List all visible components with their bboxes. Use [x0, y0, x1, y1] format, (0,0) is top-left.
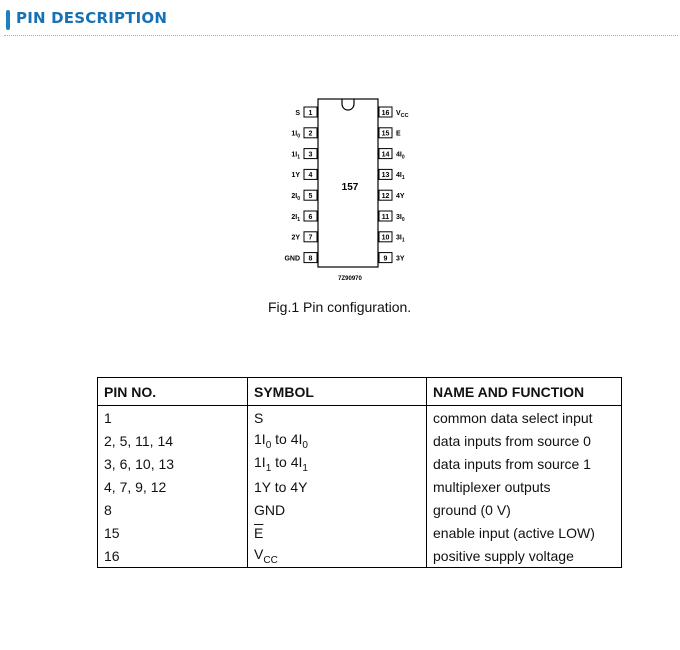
pin-7	[291, 232, 318, 242]
symbol-cell: $V_{CC}$	[248, 544, 427, 568]
pin-13	[379, 169, 405, 181]
pin-label: $3I_0$	[396, 213, 405, 223]
table-row	[98, 429, 622, 452]
pin-label: $4I_0$	[396, 151, 405, 161]
pin-label: 1Y	[291, 172, 300, 180]
table-row	[98, 544, 622, 568]
function-cell: data inputs from source 1	[427, 452, 622, 475]
section-header	[0, 0, 680, 38]
pin-number: 2	[308, 130, 313, 138]
chip-label: 157	[341, 182, 359, 193]
pin-14	[379, 149, 405, 161]
pin-cell: 16	[98, 544, 248, 568]
symbol-cell: S	[248, 406, 427, 430]
function-cell: data inputs from source 0	[427, 429, 622, 452]
pin-label: $1I_0$	[291, 130, 300, 140]
pin-label: E	[396, 130, 401, 138]
right-pins	[379, 107, 409, 263]
diagram-code: 7Z90970	[338, 276, 362, 282]
pin-cell: 4, 7, 9, 12	[98, 475, 248, 498]
header-accent-bar	[6, 10, 10, 30]
pin-number: 14	[381, 151, 390, 159]
symbol-cell: $\overline{E}$	[248, 521, 427, 544]
pin-cell: 8	[98, 498, 248, 521]
pin-number: 9	[383, 255, 388, 263]
pin-number: 6	[308, 213, 313, 221]
header-divider	[4, 35, 678, 36]
pin-15	[379, 128, 401, 138]
pin-8	[284, 253, 318, 263]
table-row	[98, 498, 622, 521]
pin-number: 4	[308, 172, 313, 180]
pin-5	[291, 190, 318, 202]
pin-12	[379, 190, 405, 200]
pin-1	[295, 107, 318, 117]
pin-label: 4Y	[396, 193, 405, 200]
pin-4	[291, 169, 318, 179]
pin-number: 8	[308, 255, 313, 263]
pin-label: $V_{CC}$	[396, 109, 409, 119]
pin-6	[291, 211, 318, 223]
pin-label: $3I_1$	[396, 234, 405, 244]
pin-number: 13	[381, 172, 390, 180]
pin-16	[379, 107, 409, 119]
figure-caption: Fig.1 Pin configuration.	[268, 299, 412, 315]
symbol-cell: 1Y to 4Y	[248, 475, 427, 498]
table-header-row	[98, 378, 622, 406]
function-cell: positive supply voltage	[427, 544, 622, 568]
symbol-cell: $1I_1$ to $4I_1$	[248, 452, 427, 475]
table-row	[98, 475, 622, 498]
symbol-cell: $1I_0$ to $4I_0$	[248, 429, 427, 452]
pin-9	[379, 253, 405, 263]
col-symbol: SYMBOL	[248, 378, 427, 406]
pin-description-table	[97, 377, 622, 568]
pin-label: $1I_1$	[291, 151, 300, 161]
col-name-function: NAME AND FUNCTION	[427, 378, 622, 406]
pin-cell: 2, 5, 11, 14	[98, 429, 248, 452]
pin-number: 3	[308, 151, 313, 159]
section-title: PIN DESCRIPTION	[16, 9, 168, 27]
symbol-cell: GND	[248, 498, 427, 521]
left-pins	[284, 107, 318, 263]
function-cell: multiplexer outputs	[427, 475, 622, 498]
pin-label: 3Y	[396, 255, 405, 263]
pin-number: 11	[381, 213, 390, 221]
pin-number: 1	[308, 109, 313, 117]
pin-number: 7	[308, 234, 313, 242]
pin-number: 15	[381, 130, 390, 138]
table-row	[98, 406, 622, 430]
pin-number: 16	[381, 109, 390, 117]
function-cell: ground (0 V)	[427, 498, 622, 521]
pin-label: $4I_1$	[396, 172, 405, 182]
pin-number: 12	[381, 193, 390, 200]
pin-number: 10	[381, 234, 390, 242]
pin-label: GND	[284, 255, 300, 263]
pin-label: $2I_0$	[291, 193, 300, 202]
pin-configuration-diagram	[270, 95, 420, 285]
pin-cell: 15	[98, 521, 248, 544]
function-cell: enable input (active LOW)	[427, 521, 622, 544]
pin-11	[379, 211, 405, 223]
pin-number: 5	[308, 193, 313, 200]
table-row	[98, 521, 622, 544]
pin-3	[291, 149, 318, 161]
pin-10	[379, 232, 405, 244]
pin-2	[291, 128, 318, 140]
pin-cell: 3, 6, 10, 13	[98, 452, 248, 475]
pin-cell: 1	[98, 406, 248, 430]
pin-label: S	[295, 109, 300, 117]
function-cell: common data select input	[427, 406, 622, 430]
pin-label: 2Y	[291, 234, 300, 242]
pin-label: $2I_1$	[291, 213, 300, 223]
col-pin-no: PIN NO.	[98, 378, 248, 406]
table-row	[98, 452, 622, 475]
